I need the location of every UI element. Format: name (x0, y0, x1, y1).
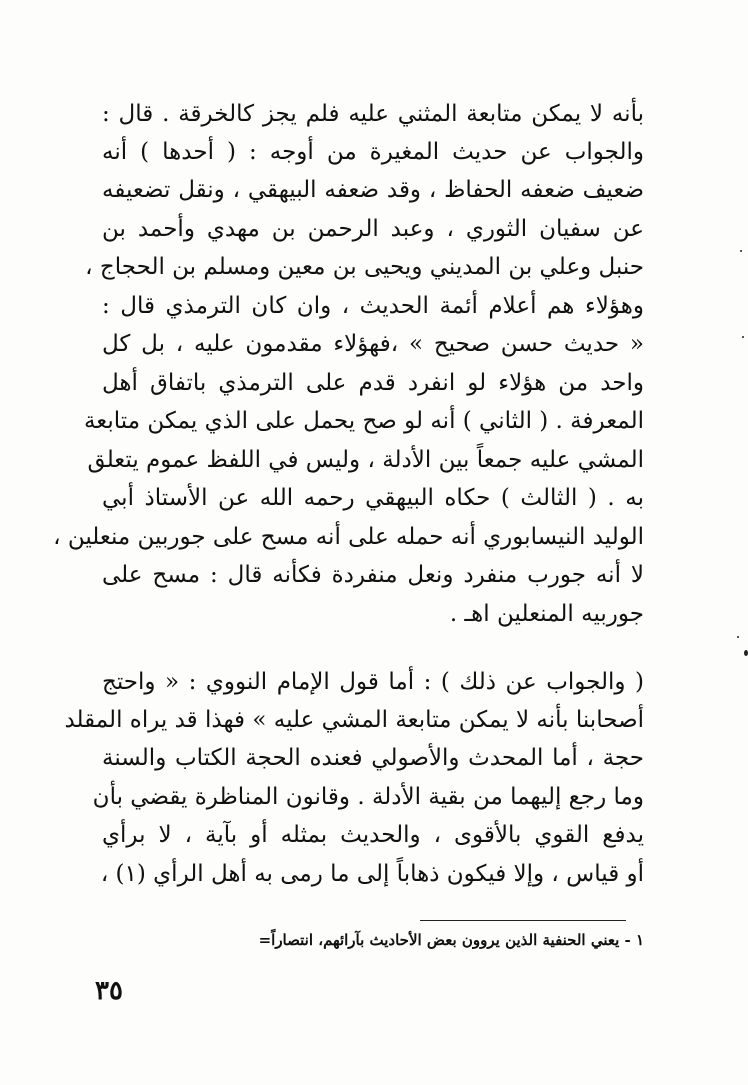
text-line: ضعيف ضعفه الحفاظ ، وقد ضعفه البيهقي ، ونقل تضعيفه (102, 177, 644, 203)
text-line: المعرفة . ( الثاني ) أنه لو صح يحمل على الذي يمكن متابعة (83, 408, 644, 434)
text-line-last: جوربيه المنعلين اهـ . (449, 601, 644, 627)
text-line: والجواب عن حديث المغيرة من أوجه : ( أحدها ) أنه (102, 139, 644, 165)
scan-speck (740, 250, 742, 252)
scan-speck (737, 636, 739, 638)
text-line: ( والجواب عن ذلك ) : أما قول الإمام النووي : « واحتج (102, 669, 644, 695)
footnote: ١ - يعني الحنفية الذين يروون بعض الأحاديث بآرائهم، انتصاراً= (258, 931, 644, 949)
text-line: يدفع القوي بالأقوى ، والحديث بمثله أو بآية ، لا برأي (102, 822, 644, 848)
text-line: المشي عليه جمعاً بين الأدلة ، وليس في اللفظ عموم يتعلق (87, 447, 644, 473)
text-line: أو قياس ، وإلا فيكون ذهاباً إلى ما رمى به أهل الرأي (١) ، (100, 861, 644, 887)
text-line: بأنه لا يمكن متابعة المثني عليه فلم يجز كالخرقة . قال : (102, 101, 644, 127)
text-line: حنبل وعلي بن المديني ويحيى بن معين ومسلم بن الحجاج ، (85, 254, 644, 280)
scan-speck (744, 650, 748, 656)
text-line: وهؤلاء هم أعلام أئمة الحديث ، وان كان الترمذي قال : (102, 293, 644, 319)
text-line: به . ( الثالث ) حكاه البيهقي رحمه الله عن الأستاذ أبي (102, 485, 644, 511)
text-line: وما رجع إليهما من بقية الأدلة . وقانون المناظرة يقضي بأن (92, 784, 644, 810)
paragraph-2 (64, 668, 644, 918)
text-line: عن سفيان الثوري ، وعبد الرحمن بن مهدي وأحمد بن (102, 216, 644, 242)
text-line: « حديث حسن صحيح » ،فهؤلاء مقدمون عليه ، بل كل (102, 331, 644, 357)
page-number: ٣٥ (95, 976, 123, 1006)
text-line: حجة ، أما المحدث والأصولي فعنده الحجة الكتاب والسنة (102, 745, 644, 771)
paragraph-1 (53, 100, 644, 640)
scan-speck (742, 336, 744, 338)
text-line: واحد من هؤلاء لو انفرد قدم على الترمذي باتفاق أهل (102, 370, 644, 396)
footnote-separator (420, 920, 626, 921)
text-line: لا أنه جورب منفرد ونعل منفردة فكأنه قال : مسح على (102, 562, 644, 588)
text-line: الوليد النيسابوري أنه حمله على أنه مسح على جوربين منعلين ، (53, 524, 644, 550)
text-line: أصحابنا بأنه لا يمكن متابعة المشي عليه » فهذا قد يراه المقلد (64, 707, 644, 733)
